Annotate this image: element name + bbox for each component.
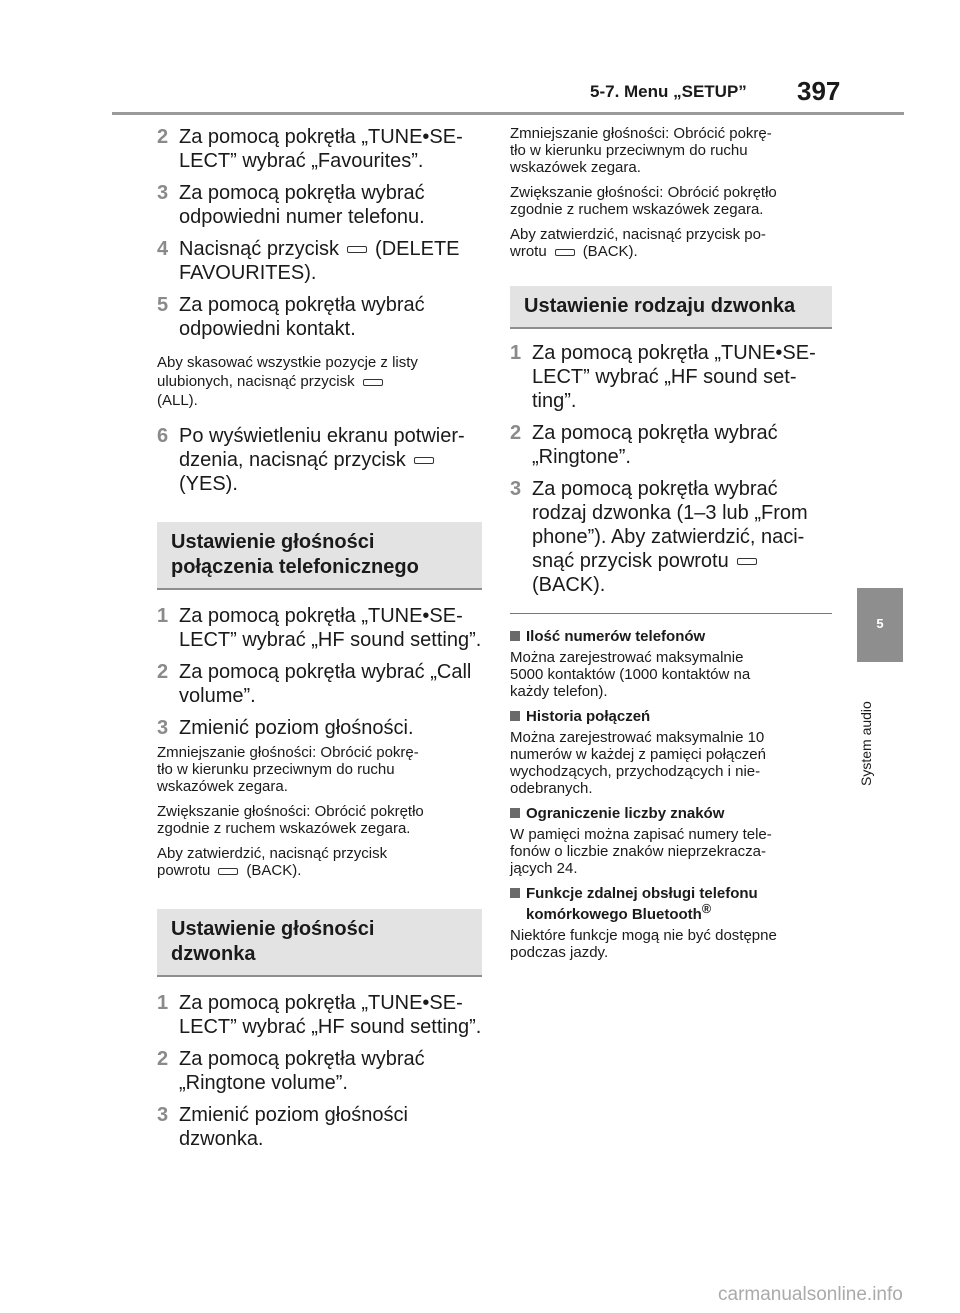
note-text: (ALL). [157, 392, 198, 409]
step-text: Za pomocą pokrętła „TUNE•SE- [179, 605, 463, 627]
note-text: każdy telefon). [510, 683, 608, 700]
note-text: wrotu [510, 243, 547, 260]
step-text: odpowiedni numer telefonu. [179, 206, 425, 228]
step-text: Za pomocą pokrętła wybrać [179, 1048, 425, 1070]
step-text: Za pomocą pokrętła wybrać [179, 182, 425, 204]
step-text: „Ringtone”. [532, 446, 631, 468]
section-heading [510, 286, 832, 329]
note-text: wskazówek zegara. [510, 159, 641, 176]
note-text: ulubionych, nacisnąć przycisk [157, 373, 355, 390]
registered-mark: ® [701, 902, 712, 916]
note-text: Zwiększanie głośności: Obrócić pokrętło [157, 803, 424, 820]
note-text: (BACK). [582, 243, 638, 260]
note-text: (BACK). [246, 862, 302, 879]
note-text: tło w kierunku przeciwnym do ruchu [510, 142, 748, 159]
step-number: 2 [510, 422, 522, 444]
step-text: Zmienić poziom głośności [179, 1104, 408, 1126]
step-number: 2 [157, 1048, 169, 1070]
chapter-label [858, 676, 880, 786]
step [157, 660, 482, 708]
info-heading-text: Historia połączeń [526, 708, 651, 725]
step-text: (DELETE [375, 238, 460, 260]
step-text: volume”. [179, 685, 256, 707]
divider [510, 613, 832, 614]
step-text: FAVOURITES). [179, 262, 317, 284]
note-text: Można zarejestrować maksymalnie [510, 649, 744, 666]
step-number: 2 [157, 126, 169, 148]
chapter-number: 5 [876, 616, 884, 631]
note-text: Niektóre funkcje mogą nie być dostępne [510, 927, 777, 944]
step [157, 1103, 482, 1151]
watermark: carmanualsonline.info [718, 1284, 903, 1305]
page-number: 397 [797, 76, 841, 106]
note-text: podczas jazdy. [510, 944, 609, 961]
button-icon [218, 868, 238, 875]
step-number: 1 [510, 342, 522, 364]
note [157, 744, 482, 795]
note-text: Można zarejestrować maksymalnie 10 [510, 729, 765, 746]
square-bullet-icon [510, 888, 520, 898]
step [157, 125, 482, 173]
section-heading-text: Ustawienie głośności [171, 531, 375, 553]
section-heading [157, 909, 482, 977]
section-heading [157, 522, 482, 590]
step-text: Za pomocą pokrętła wybrać „Call [179, 661, 472, 683]
step-text: phone”). Aby zatwierdzić, naci- [532, 526, 805, 548]
step-text: Zmienić poziom głośności. [179, 717, 414, 739]
note-text: tło w kierunku przeciwnym do ruchu [157, 761, 395, 778]
step-text: Za pomocą pokrętła wybrać [532, 422, 778, 444]
step-text: „Ringtone volume”. [179, 1072, 348, 1094]
info-heading [510, 628, 832, 645]
info-heading [510, 885, 832, 923]
step-number: 1 [157, 992, 169, 1014]
square-bullet-icon [510, 711, 520, 721]
chapter-tab [857, 588, 903, 662]
step-text: rodzaj dzwonka (1–3 lub „From [532, 502, 808, 524]
section-heading-text: Ustawienie rodzaju dzwonka [524, 295, 796, 317]
note-text: odebranych. [510, 780, 593, 797]
note-text: wychodzących, przychodzących i nie- [510, 763, 761, 780]
step [157, 237, 482, 285]
step-text: Po wyświetleniu ekranu potwier- [179, 425, 465, 447]
note-text: Aby zatwierdzić, nacisnąć przycisk po- [510, 226, 766, 243]
info-text [510, 649, 832, 700]
step-number: 4 [157, 238, 169, 260]
button-icon [737, 558, 757, 565]
section-heading-text: połączenia telefonicznego [171, 556, 419, 578]
step [510, 421, 832, 469]
note [157, 803, 482, 837]
button-icon [414, 457, 434, 464]
section-heading-text: dzwonka [171, 943, 256, 965]
step-text: (BACK). [532, 574, 606, 596]
step-text: ting”. [532, 390, 577, 412]
step-text: Za pomocą pokrętła wybrać [532, 478, 778, 500]
info-heading [510, 805, 832, 822]
step-text: Za pomocą pokrętła „TUNE•SE- [179, 126, 463, 148]
step [157, 716, 482, 740]
step-number: 5 [157, 294, 169, 316]
note-text: Zmniejszanie głośności: Obrócić pokrę- [157, 744, 419, 761]
step-number: 1 [157, 605, 169, 627]
right-column [510, 125, 832, 969]
step [157, 424, 482, 496]
button-icon [363, 379, 383, 386]
step [510, 341, 832, 413]
info-text [510, 927, 832, 961]
step-text: LECT” wybrać „Favourites”. [179, 150, 424, 172]
page-header-title: 5-7. Menu „SETUP” [590, 82, 747, 101]
note-text: Aby skasować wszystkie pozycje z listy [157, 354, 418, 371]
note-text: zgodnie z ruchem wskazówek zegara. [157, 820, 411, 837]
note-text: zgodnie z ruchem wskazówek zegara. [510, 201, 764, 218]
note [510, 226, 832, 260]
step-number: 6 [157, 425, 169, 447]
step-number: 3 [157, 182, 169, 204]
note [510, 184, 832, 218]
button-icon [347, 246, 367, 253]
step [157, 604, 482, 652]
section-heading-text: Ustawienie głośności [171, 918, 375, 940]
step-number: 3 [157, 717, 169, 739]
step-text: snąć przycisk powrotu [532, 550, 729, 572]
step-text: Za pomocą pokrętła „TUNE•SE- [179, 992, 463, 1014]
step [157, 1047, 482, 1095]
square-bullet-icon [510, 808, 520, 818]
step [157, 181, 482, 229]
step-text: dzenia, nacisnąć przycisk [179, 449, 406, 471]
info-text [510, 826, 832, 877]
info-heading-text: Funkcje zdalnej obsługi telefonu [526, 885, 758, 902]
step-text: LECT” wybrać „HF sound setting”. [179, 1016, 482, 1038]
step-text: LECT” wybrać „HF sound setting”. [179, 629, 482, 651]
header-rule [112, 112, 904, 115]
step [157, 293, 482, 341]
note [157, 845, 482, 879]
note-text: Aby zatwierdzić, nacisnąć przycisk [157, 845, 388, 862]
note [510, 125, 832, 176]
step [157, 991, 482, 1039]
step-number: 3 [157, 1104, 169, 1126]
step-text: odpowiedni kontakt. [179, 318, 356, 340]
note [157, 353, 482, 410]
info-heading [510, 708, 832, 725]
note-text: Zmniejszanie głośności: Obrócić pokrę- [510, 125, 772, 142]
step-text: Za pomocą pokrętła wybrać [179, 294, 425, 316]
step-text: Nacisnąć przycisk [179, 238, 340, 260]
info-heading-text: Ograniczenie liczby znaków [526, 805, 725, 822]
info-text [510, 729, 832, 797]
step-text: (YES). [179, 473, 238, 495]
chapter-label-text: System audio [858, 701, 874, 786]
note-text: W pamięci można zapisać numery tele- [510, 826, 772, 843]
step-text: LECT” wybrać „HF sound set- [532, 366, 797, 388]
step-number: 2 [157, 661, 169, 683]
note-text: numerów w każdej z pamięci połączeń [510, 746, 766, 763]
step-number: 3 [510, 478, 522, 500]
square-bullet-icon [510, 631, 520, 641]
note-text: wskazówek zegara. [157, 778, 288, 795]
left-column [157, 125, 482, 1159]
note-text: Zwiększanie głośności: Obrócić pokrętło [510, 184, 777, 201]
note-text: fonów o liczbie znaków nieprzekracza- [510, 843, 766, 860]
note-text: powrotu [157, 862, 211, 879]
button-icon [555, 249, 575, 256]
note-text: jących 24. [510, 860, 578, 877]
note-text: 5000 kontaktów (1000 kontaktów na [510, 666, 751, 683]
info-heading-text: komórkowego Bluetooth [526, 906, 702, 923]
info-heading-text: Ilość numerów telefonów [526, 628, 706, 645]
step [510, 477, 832, 597]
step-text: dzwonka. [179, 1128, 264, 1150]
step-text: Za pomocą pokrętła „TUNE•SE- [532, 342, 816, 364]
